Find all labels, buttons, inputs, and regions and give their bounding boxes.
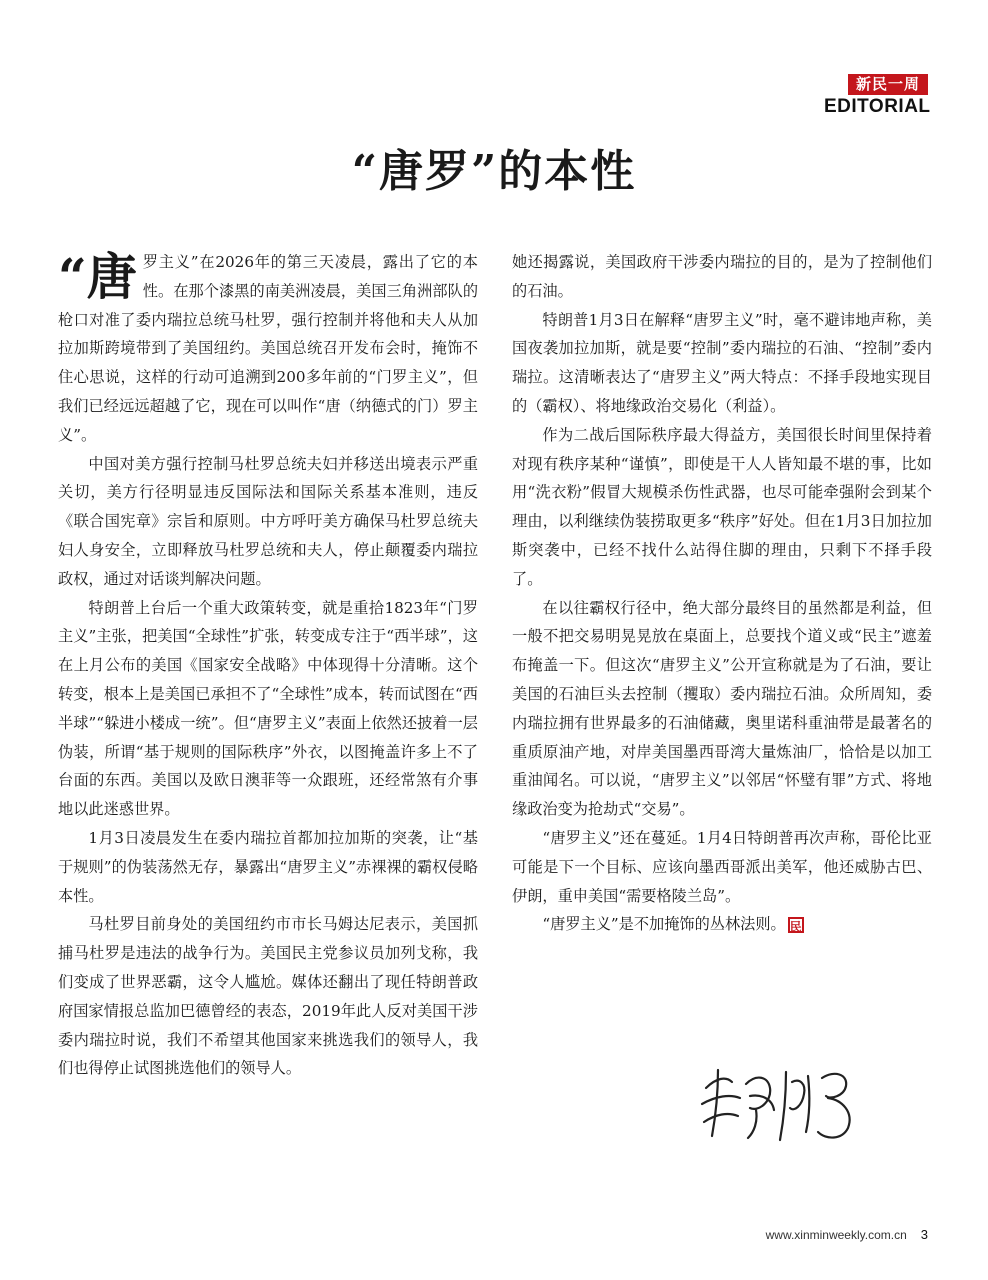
website-url: www.xinminweekly.com.cn [765, 1228, 907, 1242]
drop-cap: “唐 [58, 247, 137, 306]
paragraph: 马杜罗目前身处的美国纽约市市长马姆达尼表示，美国抓捕马杜罗是违法的战争行为。美国民主党参议员加列戈称，我们变成了世界恶霸，这令人尴尬。媒体还翻出了现任特朗普政府国家情报总监加巴德曾经的表态，2019年此人反对美国干涉委内瑞拉时说，我们不希望其他国家来挑选我们的领导人，我们也得停止试图挑选他们的领导人。 [58, 915, 478, 1078]
end-mark-icon: 民 [788, 917, 804, 933]
section-label: EDITORIAL [824, 96, 931, 117]
paragraph: 1月3日凌晨发生在委内瑞拉首都加拉加斯的突袭，让“基于规则”的伪装荡然无存，暴露出“唐罗主义”赤裸裸的霸权侵略本性。 [58, 828, 478, 905]
paragraph-text: 罗主义”在2026年的第三天凌晨，露出了它的本性。在那个漆黑的南美洲凌晨，美国三角洲部队的枪口对准了委内瑞拉总统马杜罗，强行控制并将他和夫人从加拉加斯跨境带到了美国纽约。美国总统召开发布会时，掩饰不住心思说，这样的行动可追溯到200多年前的“门罗主义”，但我们已经远远超越了它，现在可以叫作“唐（纳德式的门）罗主义”。 [58, 253, 478, 444]
paragraph-text: “唐罗主义”是不加掩饰的丛林法则。 [542, 915, 786, 934]
right-column [512, 248, 932, 939]
paragraph: 特朗普1月3日在解释“唐罗主义”时，毫不避讳地声称，美国夜袭加拉加斯，就是要“控制”委内瑞拉的石油、“控制”委内瑞拉。这清晰表达了“唐罗主义”两大特点：不择手段地实现目的（霸权）、将地缘政治交易化（利益）。 [512, 310, 932, 415]
paragraph [512, 910, 932, 939]
left-column [58, 248, 478, 1083]
page-footer [766, 1226, 928, 1244]
paragraph: 她还揭露说，美国政府干涉委内瑞拉的目的，是为了控制他们的石油。 [512, 253, 932, 300]
paragraph: 作为二战后国际秩序最大得益方，美国很长时间里保持着对现有秩序某种“谨慎”，即使是干人人皆知最不堪的事，比如用“洗衣粉”假冒大规模杀伤性武器，也尽可能牵强附会到某个理由，以利继续伪装捞取更多“秩序”好处。但在1月3日加拉加斯突袭中，已经不找什么站得住脚的理由，只剩下不择手段了。 [512, 425, 932, 588]
paragraph [58, 248, 478, 450]
paragraph: 在以往霸权行径中，绝大部分最终目的虽然都是利益，但一般不把交易明晃晃放在桌面上，总要找个道义或“民主”遮羞布掩盖一下。但这次“唐罗主义”公开宣称就是为了石油，要让美国的石油巨头去控制（攫取）委内瑞拉石油。众所周知，委内瑞拉拥有世界最多的石油储藏，奥里诺科重油带是最著名的重质原油产地，对岸美国墨西哥湾大量炼油厂，恰恰是以加工重油闻名。可以说，“唐罗主义”以邻居“怀璧有罪”方式、将地缘政治变为抢劫式“交易”。 [512, 598, 932, 819]
paragraph: 特朗普上台后一个重大政策转变，就是重拾1823年“门罗主义”主张，把美国“全球性”扩张，转变成专注于“西半球”，这在上月公布的美国《国家安全战略》中体现得十分清晰。这个转变，根本上是美国已承担不了“全球性”成本，转而试图在“西半球”“躲进小楼成一统”。但“唐罗主义”表面上依然还披着一层伪装，所谓“基于规则的国际秩序”外衣，以图掩盖许多上不了台面的东西。美国以及欧日澳菲等一众跟班，还经常煞有介事地以此迷惑世界。 [58, 598, 478, 819]
handwritten-signature [692, 1048, 872, 1148]
masthead [824, 74, 931, 118]
brand-badge: 新民一周 [848, 74, 928, 95]
article-title: “唐罗”的本性 [351, 146, 637, 197]
paragraph: “唐罗主义”还在蔓延。1月4日特朗普再次声称，哥伦比亚可能是下一个目标、应该向墨西哥派出美军，他还威胁古巴、伊朗，重申美国“需要格陵兰岛”。 [512, 828, 932, 905]
page-number: 3 [920, 1227, 928, 1242]
paragraph: 中国对美方强行控制马杜罗总统夫妇并移送出境表示严重关切，美方行径明显违反国际法和国际关系基本准则，违反《联合国宪章》宗旨和原则。中方呼吁美方确保马杜罗总统夫妇人身安全，立即释放马杜罗总统和夫人，停止颠覆委内瑞拉政权，通过对话谈判解决问题。 [58, 454, 478, 588]
